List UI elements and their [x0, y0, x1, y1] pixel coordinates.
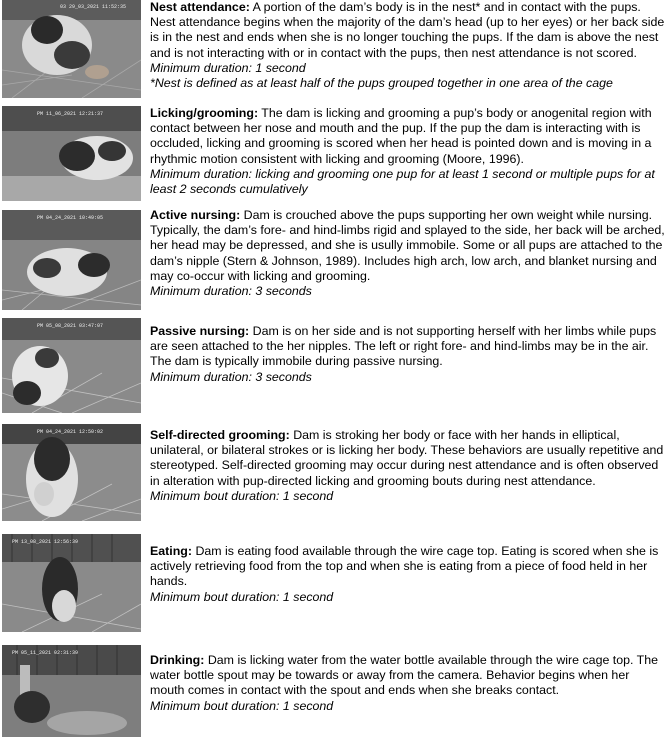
behavior-row-self-directed-grooming	[0, 424, 669, 522]
video-timestamp: PM 11_06_2021 12:21:37	[37, 111, 104, 117]
behavior-row-eating	[0, 534, 669, 634]
behavior-description: Dam is eating food available through the wire cage top. Eating is scored when she is actively retrieving food from the top and when she is eating from a piece of food held in her hands.	[150, 544, 659, 589]
behavior-title: Eating:	[150, 544, 192, 558]
behavior-description: Dam is stroking her body or face with her hands in elliptical, unilateral, or bilateral strokes or is licking her body. These behaviors are usually repetitive and stereotyped. Self-directed grooming may occur during nest attendance and is often observed in alteration with pup-directed licking and grooming bouts during nest attendance.	[150, 428, 664, 488]
behavior-description: Dam is licking water from the water bottle available through the wire cage top. The water bottle spout may be towards or away from the camera. Behavior begins when her mouth comes in contact with the spout and ends when she breaks contact.	[150, 653, 659, 698]
behavior-minimum-duration: Minimum duration: 3 seconds	[150, 284, 312, 299]
behavior-row-licking-grooming	[0, 106, 669, 202]
behavior-title: Passive nursing:	[150, 324, 250, 338]
behavior-title: Licking/grooming:	[150, 106, 259, 120]
behavior-minimum-duration: Minimum bout duration: 1 second	[150, 488, 334, 503]
behavior-row-drinking	[0, 643, 669, 739]
video-timestamp: 03 29_03_2021 11:52:35	[60, 4, 127, 10]
behavior-text	[150, 653, 667, 714]
behavior-description: Dam is on her side and is not supporting herself with her limbs while pups are seen attached to the her nipples. The left or right fore- and hind-limbs may be in the air. The dam is typically immobile during passive nursing.	[150, 324, 657, 369]
behavior-minimum-duration: Minimum duration: 3 seconds	[150, 369, 312, 384]
behavior-title: Active nursing:	[150, 208, 241, 222]
behavior-photo	[2, 210, 141, 310]
video-timestamp: PM 04_24_2021 12:50:02	[37, 429, 104, 435]
behavior-description: Dam is crouched above the pups supporting her own weight while nursing. Typically, the dam’s fore- and hind-limbs rigid and splayed to the side, her back will be arched, her head may be depressed, and she is usully immobile. Some or all pups are attached to the dam’s nipple (Stern & Johnson, 1989). Includes high arch, low arch, and blanket nursing and may co-occur with licking and grooming.	[150, 208, 665, 283]
behavior-description: The dam is licking and grooming a pup’s body or anogenital region with contact between her nose and mouth and the pup. If the pup the dam is interacting with is occluded, licking and grooming is scored when her head is pointed down and is moving in a rhythmic motion consistent with licking and grooming (Moore, 1996).	[150, 106, 652, 166]
behavior-title: Self-directed grooming:	[150, 428, 290, 442]
behavior-title: Drinking:	[150, 653, 205, 667]
video-timestamp: PM 05_11_2021 02:31:39	[12, 650, 79, 656]
behavior-minimum-duration: Minimum bout duration: 1 second	[150, 698, 334, 713]
behavior-text	[150, 428, 667, 504]
behavior-photo	[2, 424, 141, 521]
behavior-photo	[2, 318, 141, 413]
video-timestamp: PM 05_08_2021 03:47:07	[37, 323, 104, 329]
behavior-footnote: *Nest is defined as at least half of the pups grouped together in one area of the cage	[150, 76, 613, 91]
behavior-photo	[2, 106, 141, 201]
behavior-row-nest-attendance	[0, 0, 669, 100]
behavior-text	[150, 544, 667, 605]
behavior-text	[150, 106, 667, 197]
behavior-row-active-nursing	[0, 208, 669, 310]
behavior-photo	[2, 0, 141, 98]
behavior-title: Nest attendance:	[150, 0, 250, 14]
video-timestamp: PM 04_24_2021 10:49:05	[37, 215, 104, 221]
behavior-photo	[2, 534, 141, 632]
behavior-minimum-duration: Minimum duration: 1 second	[150, 60, 306, 75]
behavior-text	[150, 324, 667, 385]
behavior-minimum-duration: Minimum duration: licking and grooming one pup for at least 1 second or multiple pups for at least 2 seconds cumulatively	[150, 166, 655, 197]
video-timestamp: PM 13_08_2021 12:56:39	[12, 539, 79, 545]
behavior-description: A portion of the dam’s body is in the nest* and in contact with the pups. Nest attendance begins when the majority of the dam’s head (up to her eyes) or her back side is in the nest and ends when she is no longer touching the pups. If the dam is above the nest and is not interacting with or in contact with the pups, then nest attendance is not scored.	[150, 0, 665, 60]
behavior-minimum-duration: Minimum bout duration: 1 second	[150, 589, 334, 604]
behavior-row-passive-nursing	[0, 316, 669, 414]
behavior-text	[150, 0, 667, 91]
behavior-text	[150, 208, 667, 299]
behavior-photo	[2, 645, 141, 737]
